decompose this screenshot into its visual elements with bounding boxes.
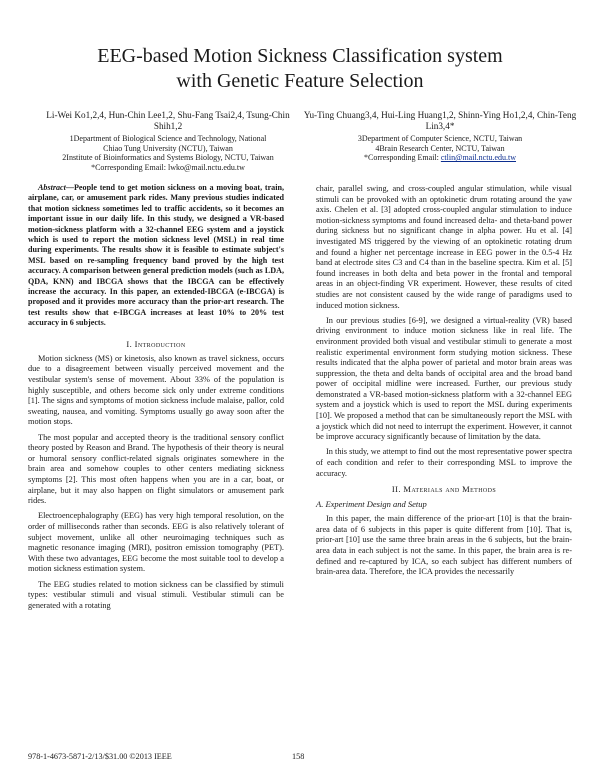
subsection-heading: A. Experiment Design and Setup — [316, 499, 427, 509]
abstract-text: —People tend to get motion sickness on a moving boat, train, airplane, car, or amusement park rides. Many previous studies indicated that motion sickness sometimes led to traffic accidents, so it becomes an important issue in our daily life. In this study, we designed a VR-based motion-sickness platform with a 32-channel EEG system and a joystick which is used to report the motion sickness level (MSL) in real time during experiments. The results show it is feasible to estimate subject's MSL based on re-sampling frequency band proved by the high test accuracy. A comparison between general prediction models (such as LDA, QDA, KNN) and IBCGA shows that the IBCGA can be effectively increase the accuracy. In this paper, an extended-IBCGA (e-IBCGA) is proposed and it provides more accuracy than the prior-art research. The test results show that e-IBCGA increases at least 10% to 20% test accuracy in 6 subjects. — [28, 183, 284, 328]
corresponding-email-left: *Corresponding Email: lwko@mail.nctu.edu.tw — [91, 162, 245, 172]
body-paragraph: The most popular and accepted theory is the traditional sensory conflict theory posted by Reason and Brand. The hypothesis of their theory is neural or humoral sensory conflict-related signals originates somewhere in the brain area and somehow couples to other centers mediating sickness symptoms [2]. This most often happens when you are in a car, boat, or airplane, but it may also happen on flight simulators or amusement park rides. — [28, 432, 284, 506]
title-line-1: EEG-based Motion Sickness Classification system — [97, 45, 503, 67]
email-label: *Corresponding Email: — [363, 153, 441, 163]
affiliation-line: Chiao Tung University (NCTU), Taiwan — [103, 143, 233, 153]
body-paragraph: The EEG studies related to motion sickness can be classified by stimuli types: vestibular stimuli and visual stimuli. Vestibular stimuli can be generated with a rotating — [28, 579, 284, 610]
author-names-right: Yu-Ting Chuang3,4, Hui-Ling Huang1,2, Shinn-Ying Ho1,2,4, Chin-Teng Lin3,4* — [303, 110, 577, 131]
left-column — [28, 183, 284, 616]
title-line-2: with Genetic Feature Selection — [176, 70, 424, 92]
body-paragraph: Electroencephalography (EEG) has very high temporal resolution, on the order of milliseconds rather than seconds. EEG is also relatively tolerant of subject movement, unlike all other neuroimaging techniques such as magnetic resonance imaging (MRI), positron emission tomography (PET). With these two advantages, EEG become the most suitable tool to develop a motion sickness estimation system. — [28, 511, 284, 574]
email-link[interactable]: ctlin@mail.nctu.edu.tw — [440, 153, 517, 163]
author-names-left: Li-Wei Ko1,2,4, Hun-Chin Lee1,2, Shu-Fang Tsai2,4, Tsung-Chin Shih1,2 — [46, 110, 290, 131]
author-block-left — [44, 110, 292, 172]
section-heading-introduction: I. Introduction — [126, 338, 186, 349]
right-column — [316, 184, 572, 582]
paper-title — [40, 44, 560, 94]
affiliation-line: 1Department of Biological Science and Technology, National — [69, 134, 267, 143]
body-paragraph: In this paper, the main difference of the prior-art [10] is that the brain-area data of 6 subjects in this paper is quite different from [10]. That is, prior-art [10] use the same three brain areas in the 6 subjects, but the brain-area data in each subject is not the same. In this paper, the brain area is re-defined and re-captured by ICA, so each subject has different numbers of brain-area data. Therefore, the ICA provides the necessarily — [316, 514, 572, 577]
affiliations-left — [44, 134, 292, 172]
body-paragraph: Motion sickness (MS) or kinetosis, also known as travel sickness, occurs due to a disagreement between visually perceived movement and the vestibular system's sense of movement. About 33% of the population is highly susceptible, and others become sick only under extreme conditions [1]. The signs and symptoms of motion sickness include malaise, pallor, cold sweating, nausea, and vomiting. Symptoms usually go away soon after the motion stops. — [28, 353, 284, 427]
author-block-right — [302, 110, 578, 163]
corresponding-email-right — [302, 153, 578, 163]
abstract-label: Abstract — [38, 183, 66, 192]
section-heading-methods: II. Materials and Methods — [391, 483, 497, 494]
body-paragraph-continued: chair, parallel swing, and cross-coupled angular stimulation, while visual stimuli can be provoked with an optokinetic drum rotating around the yaw axis. Chelen et al. [3] adopted cross-coupled angular stimulation to induce motion-sickness symptoms and found increased delta- and theta-band power during sickness but no significant change in alpha power. Hu et al. [4] investigated MS triggered by the viewing of an optokinetic rotating drum and found a higher net percentage increase in EEG power in the 0.5-4 Hz band at electrode sites C3 and C4 than in the baseline spectra. Kim et al. [5] found increases in both delta and beta power in the frontal and temporal areas in an object-finding VR experiment. However, these results of cited studies are not consistent caused by the wide range of paradigms used to induced motion sickness. — [316, 184, 572, 310]
affiliations-right — [302, 134, 578, 163]
affiliation-line: 2Institute of Bioinformatics and Systems Biology, NCTU, Taiwan — [62, 153, 274, 163]
page-number: 158 — [292, 752, 305, 761]
body-paragraph: In our previous studies [6-9], we designed a virtual-reality (VR) based driving environment to induce motion sickness like in real life. The environment provided both visual and vestibular stimuli to generate a most realistic experimental environment form studying motion sickness. These results indicated that the alpha power of parietal and motor brain areas was suppression, the theta and delta bands of occipital area and the broad band power of occipital midline were increased. Further, our previous study demonstrated a VR-based motion-sickness platform with a 32-channel EEG system and a joystick which is used to report the MSL during experiments [10]. We proposed a method that can be simultaneously report the MSL with a joystick which did not need to interrupt the experiment. However, it cannot be improve accuracy significantly because of limitation by the data. — [316, 315, 572, 442]
footer-isbn: 978-1-4673-5871-2/13/$31.00 ©2013 IEEE — [28, 752, 172, 761]
affiliation-line: 3Department of Computer Science, NCTU, Taiwan — [357, 134, 523, 143]
body-paragraph: In this study, we attempt to find out the most representative power spectra of each condition and refer to their corresponding MSL to improve the accuracy. — [316, 447, 572, 478]
affiliation-line: 4Brain Research Center, NCTU, Taiwan — [375, 143, 505, 153]
abstract — [28, 183, 284, 329]
